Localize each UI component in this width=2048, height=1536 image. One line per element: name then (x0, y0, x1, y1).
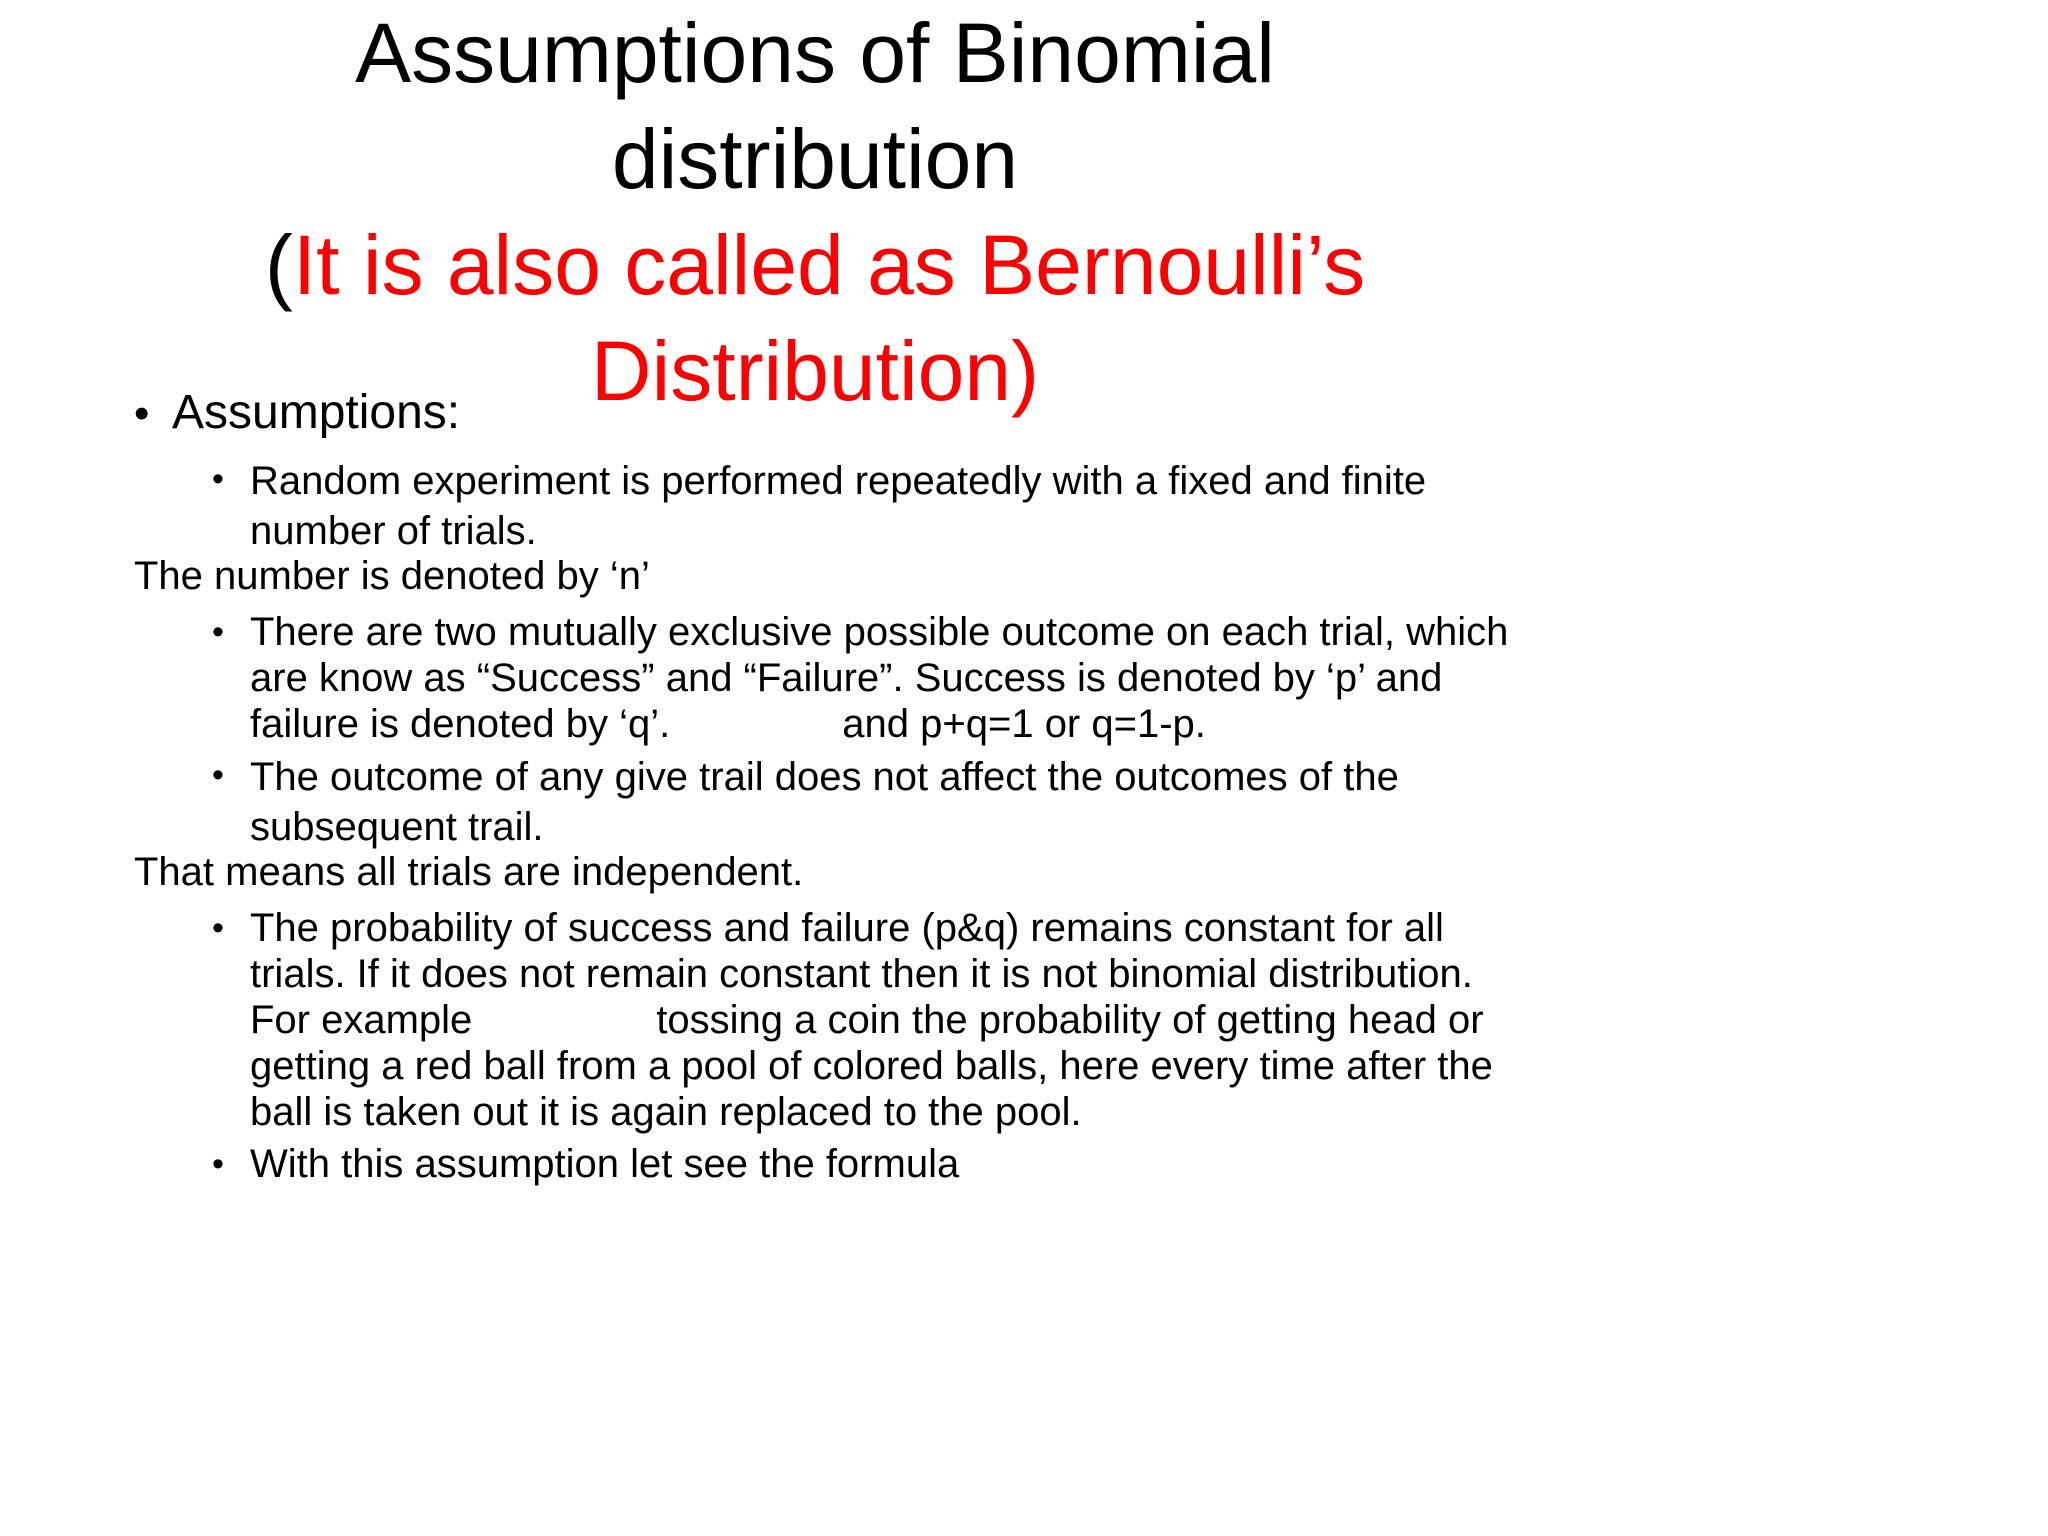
list-item-3-line-2: subsequent trail. (250, 805, 544, 849)
note-number-n: The number is denoted by ‘n’ (134, 554, 650, 598)
bullet-icon: • (212, 1145, 224, 1183)
bullet-icon: • (212, 909, 224, 947)
assumptions-heading-text: Assumptions: (172, 386, 461, 439)
list-item-1 (212, 456, 1632, 556)
list-item-2 (212, 609, 1632, 747)
bullet-icon: • (212, 613, 224, 651)
list-item-2-line-1: There are two mutually exclusive possible outcome on each trial, which (250, 610, 1509, 654)
note-independent: That means all trials are independent. (134, 850, 804, 894)
list-item-4-line-3a: For example (250, 998, 473, 1042)
assumptions-heading (134, 385, 460, 442)
title-line-1: Assumptions of Binomial (355, 6, 1275, 100)
list-item-2-line-2: are know as “Success” and “Failure”. Success is denoted by ‘p’ and (250, 656, 1443, 700)
list-item-4-line-2: trials. If it does not remain constant then it is not binomial distribution. (250, 952, 1473, 996)
title-open-paren: ( (264, 218, 293, 312)
list-item-5-line-1: With this assumption let see the formula (250, 1142, 960, 1186)
list-item-4-line-3b: tossing a coin the probability of getting head or (656, 998, 1484, 1042)
list-item-4-line-1: The probability of success and failure (p&q) remains constant for all (250, 906, 1444, 950)
bullet-icon: • (212, 460, 224, 498)
list-item-4-line-5: ball is taken out it is again replaced to the pool. (250, 1090, 1082, 1134)
title-subtitle-red: It is also called as Bernoulli’s (292, 218, 1366, 312)
list-item-1-line-1: Random experiment is performed repeatedly with a fixed and finite (250, 459, 1427, 503)
list-item-1-line-2: number of trials. (250, 509, 537, 553)
list-item-2-line-3a: failure is denoted by ‘q’. (250, 702, 671, 746)
bullet-icon: • (212, 756, 224, 794)
slide-title (0, 0, 1630, 424)
list-item-2-line-3 (250, 701, 1632, 747)
title-line-3 (0, 212, 1630, 318)
list-item-4-line-3 (250, 997, 1632, 1043)
list-item-4-line-4: getting a red ball from a pool of colored balls, here every time after the (250, 1044, 1493, 1088)
title-line-4: Distribution) (590, 324, 1040, 418)
list-item-3 (212, 752, 1632, 852)
bullet-icon: • (134, 389, 150, 438)
title-line-2: distribution (611, 112, 1019, 206)
list-item-5 (212, 1141, 1632, 1187)
list-item-4 (212, 905, 1632, 1135)
list-item-2-line-3b: and p+q=1 or q=1-p. (842, 702, 1206, 746)
list-item-3-line-1: The outcome of any give trail does not affect the outcomes of the (250, 755, 1399, 799)
